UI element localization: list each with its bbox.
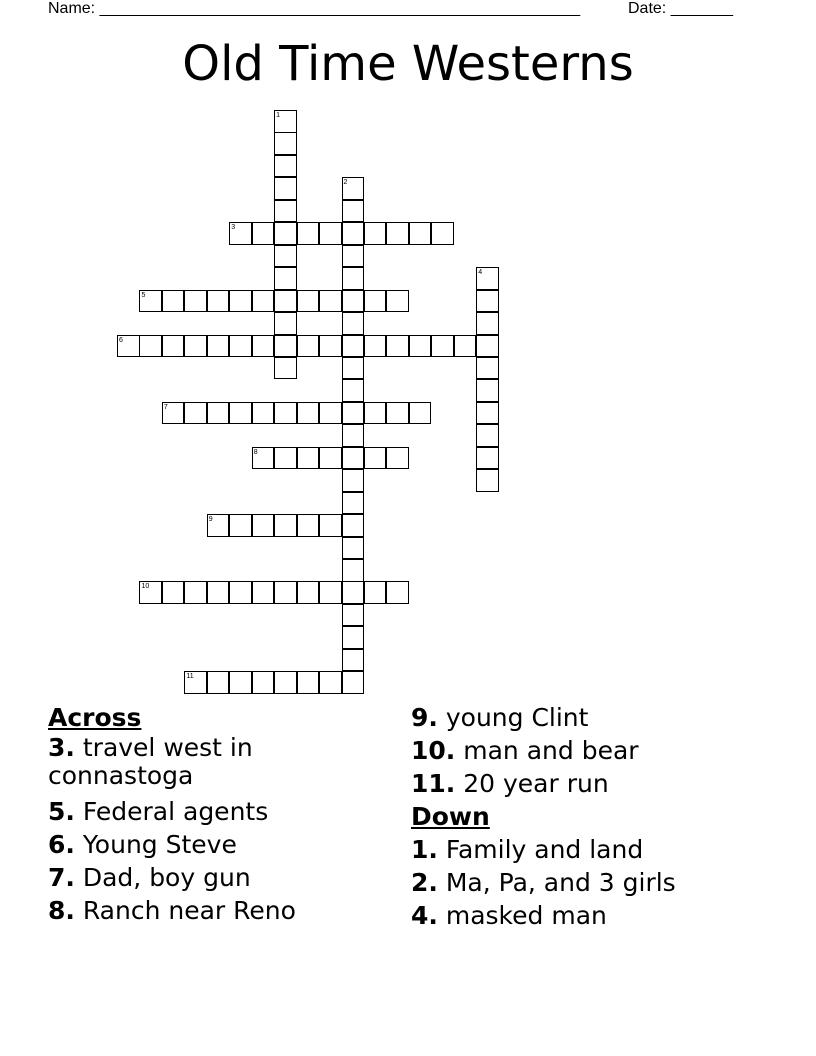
grid-cell[interactable] (476, 424, 499, 447)
grid-cell[interactable] (342, 649, 365, 672)
grid-cell[interactable] (364, 447, 387, 470)
clue-number-label: 1 (276, 112, 281, 119)
grid-cell[interactable] (297, 222, 320, 245)
grid-cell[interactable] (319, 514, 342, 537)
grid-cell[interactable] (274, 245, 297, 268)
grid-cell[interactable] (162, 290, 185, 313)
grid-cell[interactable] (476, 335, 499, 358)
grid-cell[interactable] (274, 222, 297, 245)
clue-number-label: 9 (208, 516, 213, 524)
grid-cell[interactable] (342, 469, 365, 492)
clue-across-10: 10. man and bear (411, 736, 639, 765)
grid-cell[interactable] (252, 335, 275, 358)
clue-down-2: 2. Ma, Pa, and 3 girls (411, 868, 676, 897)
grid-cell[interactable] (229, 671, 252, 694)
clue-number-label: 6 (119, 336, 123, 344)
grid-cell[interactable] (207, 290, 230, 313)
grid-cell[interactable] (342, 559, 365, 582)
grid-cell[interactable] (274, 514, 297, 537)
grid-cell[interactable] (207, 402, 230, 425)
clue-across-7: 7. Dad, boy gun (48, 863, 251, 892)
clue-number-label: 2 (343, 179, 348, 187)
grid-cell[interactable] (207, 335, 230, 358)
clues-column-right (411, 701, 791, 932)
clue-across-8: 8. Ranch near Reno (48, 896, 296, 925)
grid-cell[interactable] (319, 402, 342, 425)
grid-cell[interactable] (274, 402, 297, 425)
grid-cell[interactable] (229, 581, 252, 604)
grid-cell[interactable] (409, 402, 432, 425)
grid-cell[interactable] (364, 222, 387, 245)
grid-cell[interactable] (207, 671, 230, 694)
clue-number-label: 3 (231, 224, 236, 232)
clue-across-9: 9. young Clint (411, 703, 589, 732)
grid-cell[interactable] (207, 581, 230, 604)
grid-cell[interactable] (274, 671, 297, 694)
date-field[interactable]: Date: _______ (628, 0, 733, 17)
grid-cell[interactable] (274, 200, 297, 223)
grid-cell[interactable] (342, 447, 365, 470)
grid-cell[interactable] (252, 402, 275, 425)
grid-cell[interactable] (342, 537, 365, 560)
clue-number-label: 7 (163, 403, 168, 411)
grid-cell[interactable] (274, 447, 297, 470)
grid-cell[interactable] (162, 335, 185, 358)
name-field[interactable]: Name: ______________________________________________________ (48, 0, 581, 17)
grid-cell[interactable] (342, 581, 365, 604)
grid-cell[interactable] (319, 671, 342, 694)
grid-cell[interactable] (184, 335, 207, 358)
grid-cell[interactable] (274, 357, 297, 380)
grid-cell[interactable] (476, 447, 499, 470)
clue-number-label: 4 (478, 269, 483, 277)
clue-number-label: 8 (253, 448, 258, 456)
grid-cell[interactable] (342, 626, 365, 649)
grid-cell[interactable] (319, 290, 342, 313)
grid-cell[interactable] (476, 312, 499, 335)
grid-cell[interactable] (274, 132, 297, 155)
grid-cell[interactable] (342, 402, 365, 425)
grid-cell[interactable] (364, 335, 387, 358)
grid-cell[interactable] (431, 222, 454, 245)
grid-cell[interactable] (184, 290, 207, 313)
grid-cell[interactable] (319, 335, 342, 358)
grid-cell[interactable] (342, 514, 365, 537)
grid-cell[interactable] (364, 290, 387, 313)
clue-number-label: 10 (141, 583, 150, 591)
grid-cell[interactable] (297, 671, 320, 694)
grid-cell[interactable] (386, 581, 409, 604)
clue-down-1: 1. Family and land (411, 835, 644, 864)
grid-cell[interactable] (342, 200, 365, 223)
grid-cell[interactable] (229, 402, 252, 425)
grid-cell[interactable] (386, 335, 409, 358)
grid-cell[interactable] (184, 402, 207, 425)
grid-cell[interactable] (297, 514, 320, 537)
grid-cell[interactable] (476, 379, 499, 402)
grid-cell[interactable] (297, 581, 320, 604)
grid-cell[interactable] (386, 447, 409, 470)
grid-cell[interactable] (431, 335, 454, 358)
grid-cell[interactable] (297, 402, 320, 425)
clue-across-3: 3. travel west in connastoga (48, 733, 253, 790)
puzzle-title: Old Time Westerns (182, 36, 634, 92)
clues-column-left (48, 701, 378, 927)
grid-cell[interactable] (319, 581, 342, 604)
grid-cell[interactable] (342, 492, 365, 515)
grid-cell[interactable] (476, 402, 499, 425)
grid-cell[interactable] (342, 267, 365, 290)
grid-cell[interactable] (229, 335, 252, 358)
grid-cell[interactable] (342, 312, 365, 335)
grid-cell[interactable] (342, 290, 365, 313)
grid-cell[interactable] (342, 335, 365, 358)
grid-cell[interactable] (342, 604, 365, 627)
grid-cell[interactable] (274, 581, 297, 604)
grid-cell[interactable] (454, 335, 477, 358)
grid-cell[interactable] (342, 424, 365, 447)
grid-cell[interactable] (476, 290, 499, 313)
grid-cell[interactable] (162, 581, 185, 604)
grid-cell[interactable] (184, 581, 207, 604)
grid-cell[interactable] (386, 290, 409, 313)
grid-cell[interactable] (274, 177, 297, 200)
grid-cell[interactable] (252, 514, 275, 537)
grid-cell[interactable] (252, 671, 275, 694)
grid-cell[interactable] (252, 222, 275, 245)
grid-cell[interactable] (274, 312, 297, 335)
clue-across-5: 5. Federal agents (48, 797, 269, 826)
grid-cell[interactable] (274, 267, 297, 290)
grid-cell[interactable] (342, 357, 365, 380)
clue-number-label: 11 (186, 673, 194, 681)
grid-cell[interactable] (297, 290, 320, 313)
grid-cell[interactable] (229, 514, 252, 537)
grid-cell[interactable] (364, 402, 387, 425)
across-heading: Across (48, 703, 142, 732)
clue-down-4: 4. masked man (411, 901, 607, 930)
down-heading: Down (411, 802, 490, 831)
clue-across-11: 11. 20 year run (411, 769, 609, 798)
grid-cell[interactable] (476, 357, 499, 380)
grid-cell[interactable] (319, 222, 342, 245)
clue-across-6: 6. Young Steve (48, 830, 237, 859)
grid-cell[interactable] (297, 335, 320, 358)
grid-cell[interactable] (274, 290, 297, 313)
grid-cell[interactable] (297, 447, 320, 470)
grid-cell[interactable] (342, 379, 365, 402)
grid-cell[interactable] (409, 222, 432, 245)
grid-cell[interactable] (342, 245, 365, 268)
grid-cell[interactable] (476, 469, 499, 492)
grid-cell[interactable] (274, 155, 297, 178)
grid-cell[interactable] (229, 290, 252, 313)
grid-cell[interactable] (252, 581, 275, 604)
grid-cell[interactable] (386, 222, 409, 245)
grid-cell[interactable] (342, 222, 365, 245)
grid-cell[interactable] (139, 335, 162, 358)
grid-cell[interactable] (386, 402, 409, 425)
grid-cell[interactable] (342, 671, 365, 694)
grid-cell[interactable] (409, 335, 432, 358)
grid-cell[interactable] (364, 581, 387, 604)
grid-cell[interactable] (319, 447, 342, 470)
clue-number-label: 5 (141, 291, 146, 299)
grid-cell[interactable] (252, 290, 275, 313)
grid-cell[interactable] (274, 335, 297, 358)
